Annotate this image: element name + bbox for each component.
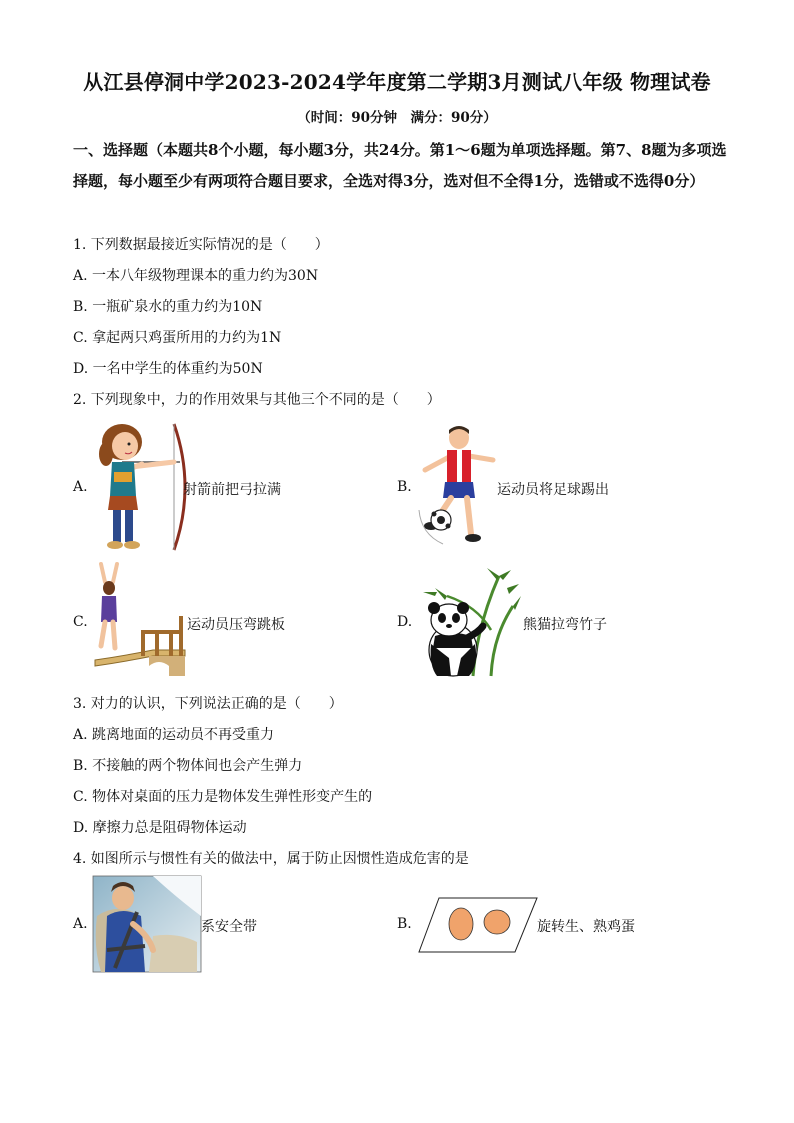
page-title: 从江县停洞中学2023-2024学年度第二学期3月测试八年级 物理试卷 [83,70,711,94]
panda-bamboo-illustration [417,566,523,680]
option-caption: 系安全带 [201,919,257,935]
option-letter: B. [397,479,412,495]
question-stem: 1. 下列数据最接近实际情况的是（ ） [73,237,329,253]
option-item: A. 跳离地面的运动员不再受重力 [73,727,275,743]
archer-illustration [92,420,188,554]
exam-subtitle: （时间：90分钟 满分：90分） [297,110,497,126]
option-item: A. 一本八年级物理课本的重力约为30N [73,268,319,284]
option-caption: 射箭前把弓拉满 [183,482,281,498]
option-item: C. 物体对桌面的压力是物体发生弹性形变产生的 [73,789,373,805]
option-item: B. 不接触的两个物体间也会产生弹力 [73,758,303,774]
option-letter: D. [397,614,413,630]
option-caption: 运动员压弯跳板 [187,617,285,633]
question-stem: 3. 对力的认识，下列说法正确的是（ ） [73,696,343,712]
option-item: D. 一名中学生的体重约为50N [73,361,263,377]
option-letter: A. [73,479,88,495]
diver-springboard-illustration [93,562,187,680]
option-item: D. 摩擦力总是阻碍物体运动 [73,820,247,836]
option-caption: 运动员将足球踢出 [497,482,609,498]
option-letter: B. [397,916,412,932]
option-caption: 熊猫拉弯竹子 [523,617,607,633]
spinning-eggs-diagram [417,896,539,954]
option-caption: 旋转生、熟鸡蛋 [537,919,635,935]
footballer-illustration [415,424,497,548]
option-letter: A. [73,916,88,932]
option-item: C. 拿起两只鸡蛋所用的力约为1N [73,330,282,346]
question-stem: 2. 下列现象中，力的作用效果与其他三个不同的是（ ） [73,392,441,408]
seatbelt-photo [93,876,201,972]
question-stem: 4. 如图所示与惯性有关的做法中，属于防止因惯性造成危害的是 [73,851,469,867]
section-instructions: 一、选择题（本题共8个小题，每小题3分，共24分。第1～6题为单项选择题。第7、8题为多项选择题，每小题至少有两项符合题目要求，全选对得3分，选对但不全得1分，选错或不选得0分） [73,141,727,190]
option-letter: C. [73,614,88,630]
option-item: B. 一瓶矿泉水的重力约为10N [73,299,263,315]
